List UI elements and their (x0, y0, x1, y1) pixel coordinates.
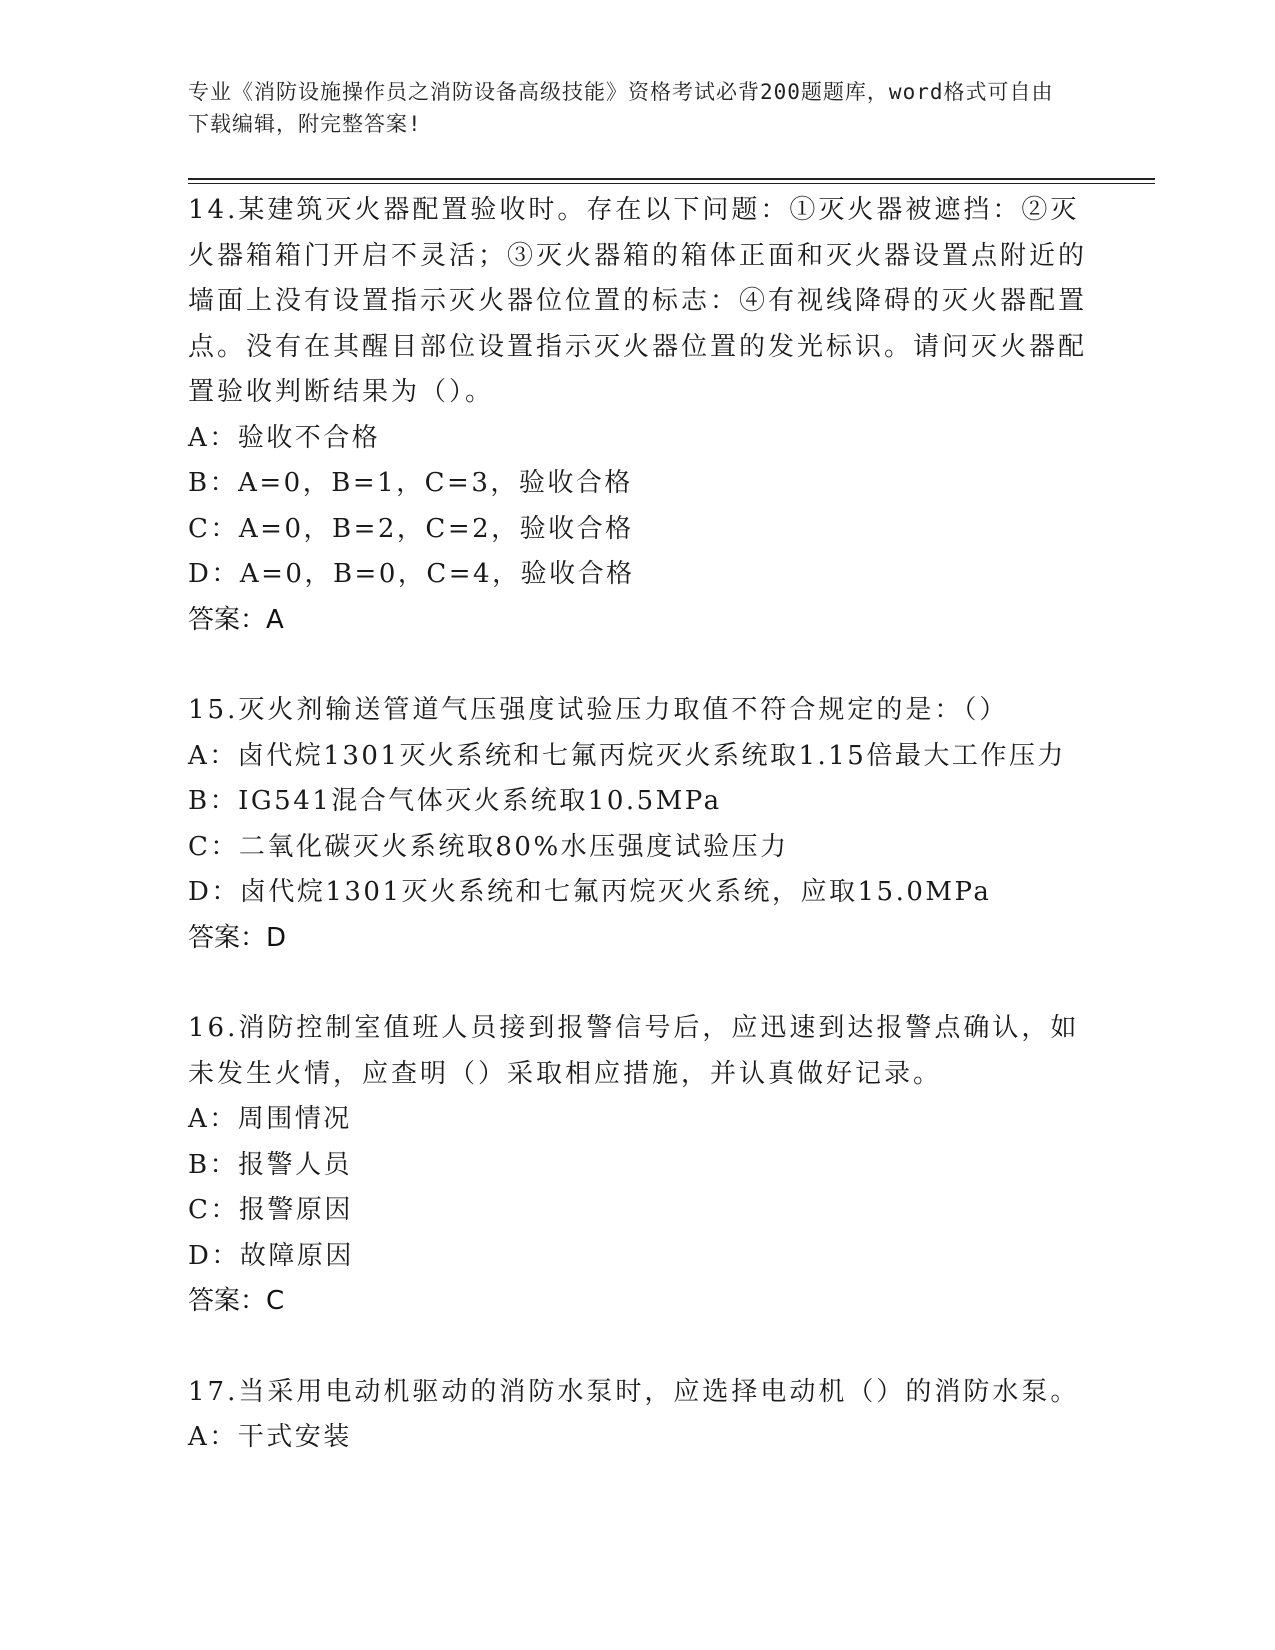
option-b: B：IG541混合气体灭火系统取10.5MPa (188, 786, 722, 816)
question-text: 16.消防控制室值班人员接到报警信号后，应迅速到达报警点确认，如未发生火情，应查明（）采取相应措施，并认真做好记录。 (188, 1013, 1080, 1089)
question-14 (188, 188, 1088, 643)
option-d: D：故障原因 (188, 1240, 354, 1271)
option-c: C：A=0，B=2，C=2，验收合格 (188, 513, 634, 544)
option-a: A：干式安装 (188, 1422, 352, 1452)
option-a: A：卤代烷1301灭火系统和七氟丙烷灭火系统取1.15倍最大工作压力 (188, 740, 1066, 771)
question-text: 17.当采用电动机驱动的消防水泵时，应选择电动机（）的消防水泵。 (188, 1376, 1080, 1407)
option-b: B：A=0，B=1，C=3，验收合格 (188, 468, 633, 498)
answer: 答案：C (188, 1286, 285, 1316)
option-c: C：报警原因 (188, 1195, 353, 1225)
option-a: A：验收不合格 (188, 422, 381, 453)
option-d: D：卤代烷1301灭火系统和七氟丙烷灭火系统，应取15.0MPa (188, 877, 992, 907)
option-d: D：A=0，B=0，C=4，验收合格 (188, 559, 635, 589)
question-text: 14.某建筑灭火器配置验收时。存在以下问题：①灭火器被遮挡：②灭火器箱箱门开启不灵活；③灭火器箱的箱体正面和灭火器设置点附近的墙面上没有设置指示灭火器位位置的标志：④有视线降碍的灭火器配置点。没有在其醒目部位设置指示灭火器位置的发光标识。请问灭火器配置验收判断结果为（）。 (188, 195, 1088, 407)
option-c: C：二氧化碳灭火系统取80%水压强度试验压力 (188, 831, 789, 862)
header-divider-thin (188, 183, 1155, 184)
answer: 答案：A (188, 604, 284, 635)
answer: 答案：D (188, 922, 287, 953)
document-header: 专业《消防设施操作员之消防设备高级技能》资格考试必背200题题库，word格式可自由下载编辑，附完整答案! (188, 80, 1054, 136)
question-text: 15.灭火剂输送管道气压强度试验压力取值不符合规定的是：（） (188, 695, 1009, 725)
question-17 (188, 1370, 1088, 1461)
question-list (188, 188, 1088, 1506)
option-a: A：周围情况 (188, 1104, 352, 1134)
header-divider-thick (188, 178, 1155, 180)
question-16 (188, 1006, 1088, 1325)
option-b: B：报警人员 (188, 1149, 353, 1180)
question-15 (188, 688, 1088, 961)
